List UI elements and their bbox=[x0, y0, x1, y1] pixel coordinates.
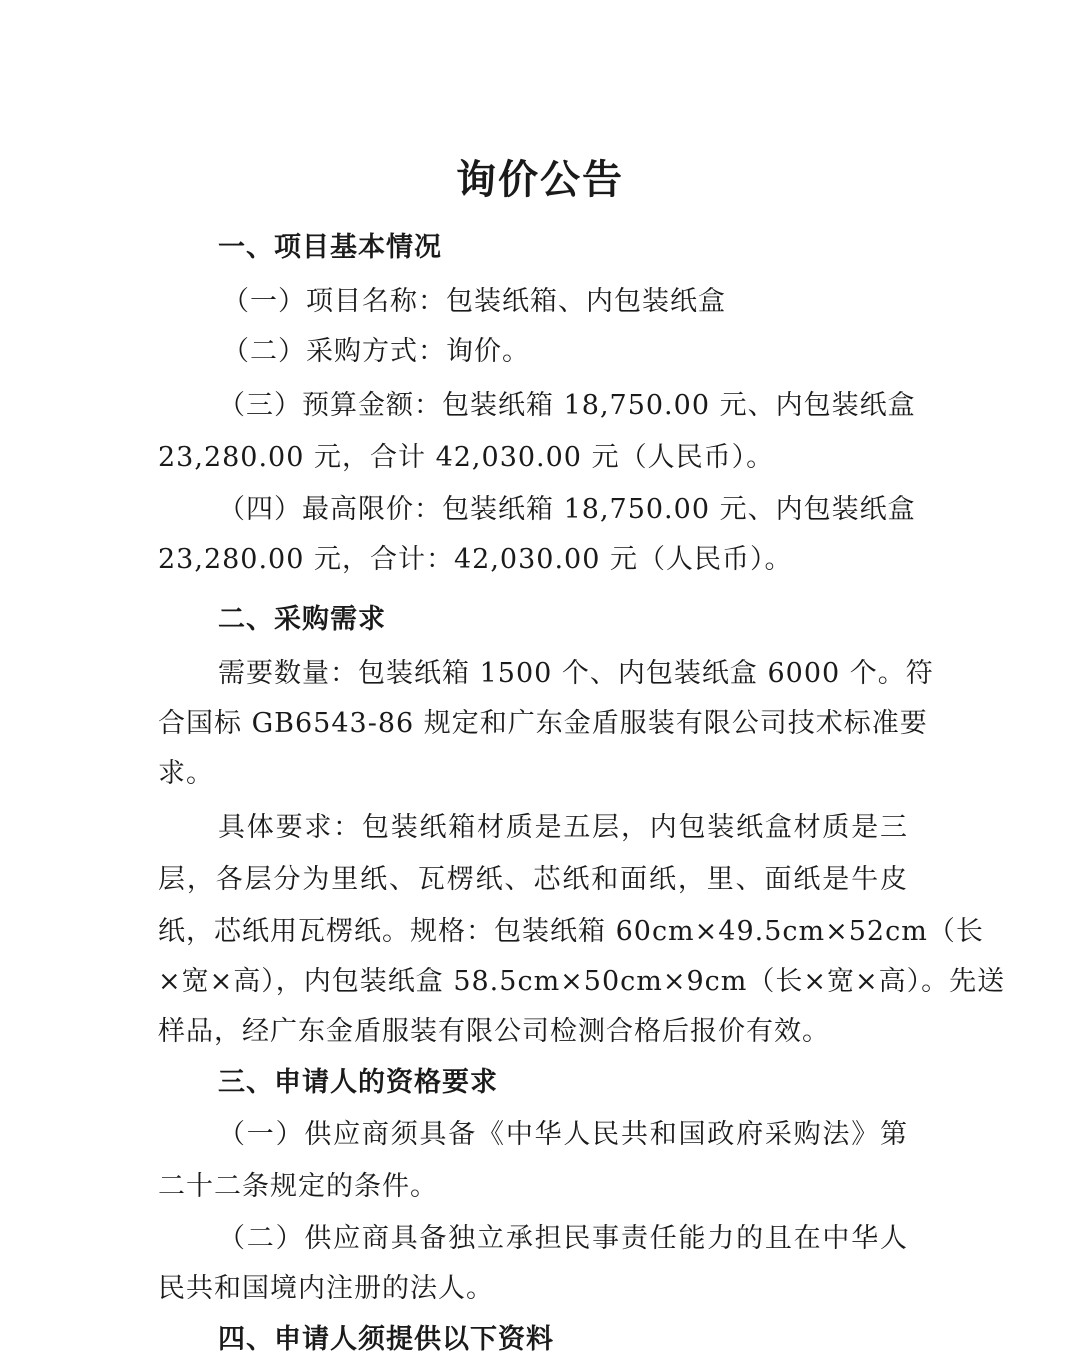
paragraph-line: （二）供应商具备独立承担民事责任能力的且在中华人 bbox=[218, 1223, 908, 1254]
paragraph-line: 具体要求：包装纸箱材质是五层，内包装纸盒材质是三 bbox=[218, 812, 908, 843]
paragraph-line: 合国标 GB6543-86 规定和广东金盾服装有限公司技术标准要 bbox=[158, 708, 928, 739]
section-heading: 三、申请人的资格要求 bbox=[218, 1067, 498, 1098]
paragraph-line: （三）预算金额：包装纸箱 18,750.00 元、内包装纸盒 bbox=[218, 390, 916, 421]
paragraph-line: 23,280.00 元，合计：42,030.00 元（人民币）。 bbox=[158, 544, 793, 575]
paragraph-line: （一）供应商须具备《中华人民共和国政府采购法》第 bbox=[218, 1119, 908, 1150]
paragraph-line: 二十二条规定的条件。 bbox=[158, 1171, 438, 1202]
paragraph-line: 23,280.00 元，合计 42,030.00 元（人民币）。 bbox=[158, 442, 775, 473]
paragraph-line: 层，各层分为里纸、瓦楞纸、芯纸和面纸，里、面纸是牛皮 bbox=[158, 864, 908, 895]
paragraph-line: 民共和国境内注册的法人。 bbox=[158, 1273, 494, 1304]
paragraph-line: （一）项目名称：包装纸箱、内包装纸盒 bbox=[222, 286, 726, 317]
section-heading: 四、申请人须提供以下资料 bbox=[218, 1324, 554, 1355]
section-heading: 二、采购需求 bbox=[218, 604, 386, 635]
section-heading: 一、项目基本情况 bbox=[218, 232, 442, 263]
paragraph-line: ×宽×高），内包装纸盒 58.5cm×50cm×9cm（长×宽×高）。先送 bbox=[158, 966, 1006, 997]
paragraph-line: （二）采购方式：询价。 bbox=[222, 336, 530, 367]
paragraph-line: 样品，经广东金盾服装有限公司检测合格后报价有效。 bbox=[158, 1016, 830, 1047]
page-title: 询价公告 bbox=[456, 157, 624, 203]
paragraph-line: （四）最高限价：包装纸箱 18,750.00 元、内包装纸盒 bbox=[218, 494, 916, 525]
paragraph-line: 需要数量：包装纸箱 1500 个、内包装纸盒 6000 个。符 bbox=[218, 658, 934, 689]
paragraph-line: 求。 bbox=[158, 758, 214, 789]
paragraph-line: 纸，芯纸用瓦楞纸。规格：包装纸箱 60cm×49.5cm×52cm（长 bbox=[158, 916, 984, 947]
